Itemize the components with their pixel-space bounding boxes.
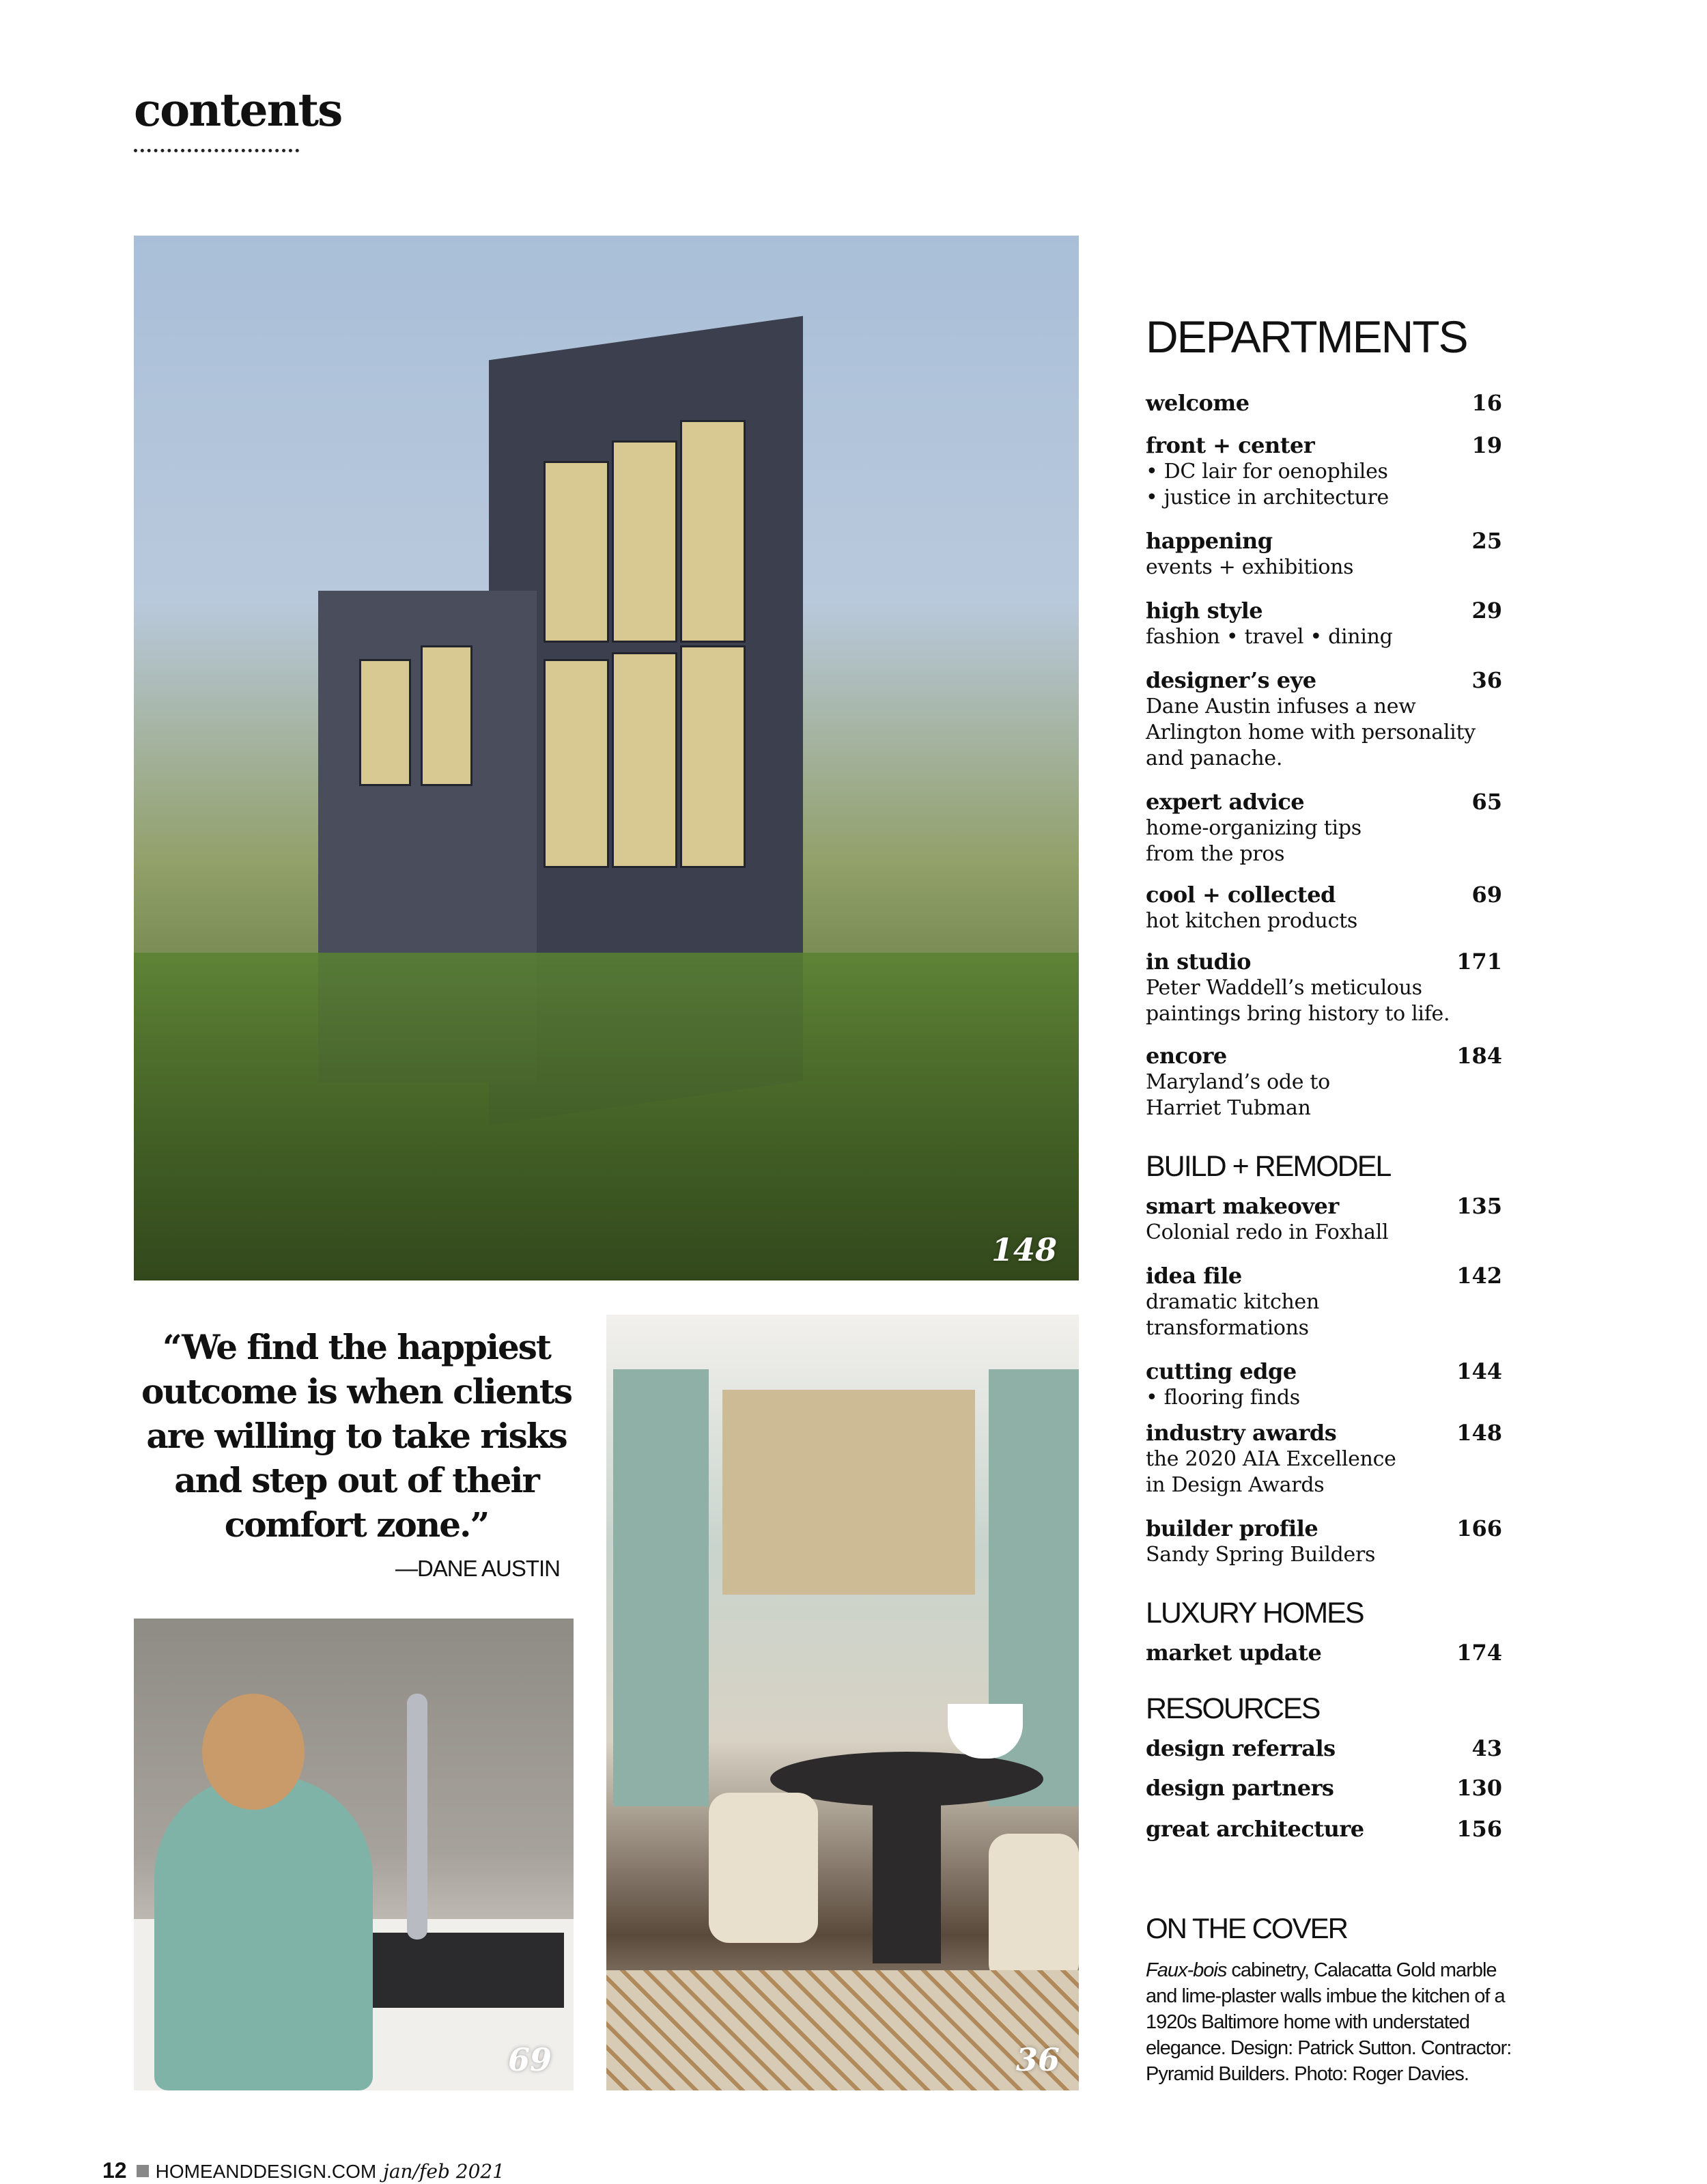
child-head [202,1694,305,1810]
toc-entry-page: 43 [1471,1735,1502,1761]
toc-entry-page: 16 [1471,390,1502,416]
toc-entry-description: fashion • travel • dining [1146,625,1393,649]
toc-entry[interactable] [1146,432,1502,511]
footer-page-number: 12 [102,2158,127,2183]
quote-attribution: —DANE AUSTIN [395,1556,560,1581]
house-window [680,420,746,643]
toc-entry[interactable] [1146,1515,1502,1568]
toc-entry[interactable] [1146,1735,1502,1762]
trees-foreground [134,953,1079,1280]
toc-entry[interactable] [1146,527,1502,580]
luxury-homes-heading: LUXURY HOMES [1146,1597,1364,1629]
curtain-left [613,1369,709,1806]
toc-entry-title: welcome [1146,390,1250,416]
toc-entry-description: • flooring finds [1146,1386,1300,1410]
toc-entry-title: designer’s eye [1146,667,1316,693]
title-dotted-rule [134,149,299,152]
resources-heading: RESOURCES [1146,1692,1320,1725]
toc-entry-page: 19 [1471,432,1502,458]
toc-entry-page: 142 [1456,1263,1502,1289]
toc-entry-description: Colonial redo in Foxhall [1146,1220,1389,1244]
on-the-cover-heading: ON THE COVER [1146,1912,1347,1944]
toc-entry-title: smart makeover [1146,1193,1339,1219]
toc-entry[interactable] [1146,1358,1502,1411]
toc-entry-title: high style [1146,598,1263,624]
toc-entry-title: front + center [1146,432,1315,458]
toc-entry-title: expert advice [1146,789,1305,815]
table-base [873,1786,941,1963]
toc-entry-page: 36 [1471,667,1502,693]
house-window [544,659,609,868]
toc-entry-page: 25 [1471,528,1502,554]
toc-entry-title: happening [1146,528,1273,554]
rug-pattern [606,1970,1079,2090]
toc-entry-title: in studio [1146,949,1251,975]
toc-entry-description: • DC lair for oenophiles • justice in architecture [1146,460,1389,509]
dining-chair [709,1793,818,1943]
house-window [544,461,609,643]
toc-entry[interactable] [1146,389,1502,417]
toc-entry[interactable] [1146,597,1502,650]
toc-entry-title: great architecture [1146,1816,1364,1842]
toc-entry-page: 69 [1471,882,1502,908]
house-window [612,652,677,868]
house-window [680,645,746,868]
faucet-shape [407,1694,427,1940]
toc-entry-title: builder profile [1146,1515,1318,1541]
house-photo [134,236,1079,1280]
house-window [421,645,472,786]
toc-entry-page: 65 [1471,789,1502,815]
footer-issue: jan/feb 2021 [383,2160,505,2183]
kitchen-faucet-photo [134,1619,574,2090]
child-figure [154,1776,373,2090]
toc-entry-title: cutting edge [1146,1358,1297,1384]
toc-entry-title: design referrals [1146,1735,1336,1761]
house-window [612,440,677,643]
toc-entry[interactable] [1146,1774,1502,1802]
dining-chair [989,1834,1079,1984]
toc-entry[interactable] [1146,788,1502,867]
photo-page-number: 148 [991,1231,1057,1268]
toc-entry-page: 166 [1456,1515,1502,1541]
toc-entry[interactable] [1146,1815,1502,1843]
toc-entry-description: home-organizing tips from the pros [1146,816,1362,866]
toc-entry-page: 144 [1456,1358,1502,1384]
toc-entry-page: 29 [1471,598,1502,624]
toc-entry-title: market update [1146,1640,1322,1666]
build-remodel-heading: BUILD + REMODEL [1146,1150,1391,1183]
toc-entry-page: 184 [1456,1043,1502,1069]
cover-italic-lead: Faux-bois [1146,1959,1227,1981]
cover-text-body: cabinetry, Calacatta Gold marble and lime-plaster walls imbue the kitchen of a 1920s Baltimore home with understated elegance. Design: Patrick Sutton. Contractor: Pyramid Builders. Photo: Roger Davies. [1146,1959,1512,2085]
toc-entry-description: Dane Austin infuses a new Arlington home with personality and panache. [1146,695,1476,770]
toc-entry-description: events + exhibitions [1146,555,1354,579]
toc-entry[interactable] [1146,1192,1502,1246]
toc-entry[interactable] [1146,948,1502,1027]
footer-site[interactable]: HOMEANDDESIGN.COM [155,2161,377,2182]
toc-entry[interactable] [1146,881,1502,934]
pull-quote: “We find the happiest outcome is when clients are willing to take risks and step out of their comfort zone.” [141,1327,572,1545]
toc-entry-description: dramatic kitchen transformations [1146,1290,1319,1340]
toc-entry[interactable] [1146,1042,1502,1121]
toc-entry-description: Peter Waddell’s meticulous paintings bring history to life. [1146,976,1450,1026]
photo-page-number: 36 [1015,2041,1060,2078]
toc-entry[interactable] [1146,1419,1502,1498]
dining-room-photo [606,1315,1079,2090]
toc-entry[interactable] [1146,1262,1502,1341]
toc-entry-description: Maryland’s ode to Harriet Tubman [1146,1070,1330,1120]
toc-entry[interactable] [1146,667,1502,772]
toc-entry-description: hot kitchen products [1146,909,1357,933]
house-window [359,659,411,786]
page-footer [102,2158,505,2183]
window-shade [722,1390,975,1595]
page-title: contents [134,83,342,137]
departments-heading: DEPARTMENTS [1146,311,1467,362]
toc-entry-description: the 2020 AIA Excellence in Design Awards [1146,1447,1396,1497]
toc-entry-page: 171 [1456,949,1502,975]
photo-page-number: 69 [507,2041,552,2078]
toc-entry-title: encore [1146,1043,1227,1069]
cover-description [1146,1957,1528,2087]
toc-entry-page: 130 [1456,1775,1502,1801]
toc-entry-title: cool + collected [1146,882,1336,908]
toc-entry[interactable] [1146,1639,1502,1666]
toc-entry-page: 174 [1456,1640,1502,1666]
toc-entry-title: industry awards [1146,1420,1337,1446]
toc-entry-title: design partners [1146,1775,1334,1801]
toc-entry-page: 135 [1456,1193,1502,1219]
toc-entry-description: Sandy Spring Builders [1146,1543,1376,1567]
toc-entry-page: 156 [1456,1816,1502,1842]
toc-entry-title: idea file [1146,1263,1242,1289]
toc-entry-page: 148 [1456,1420,1502,1446]
footer-square-icon [137,2165,149,2177]
